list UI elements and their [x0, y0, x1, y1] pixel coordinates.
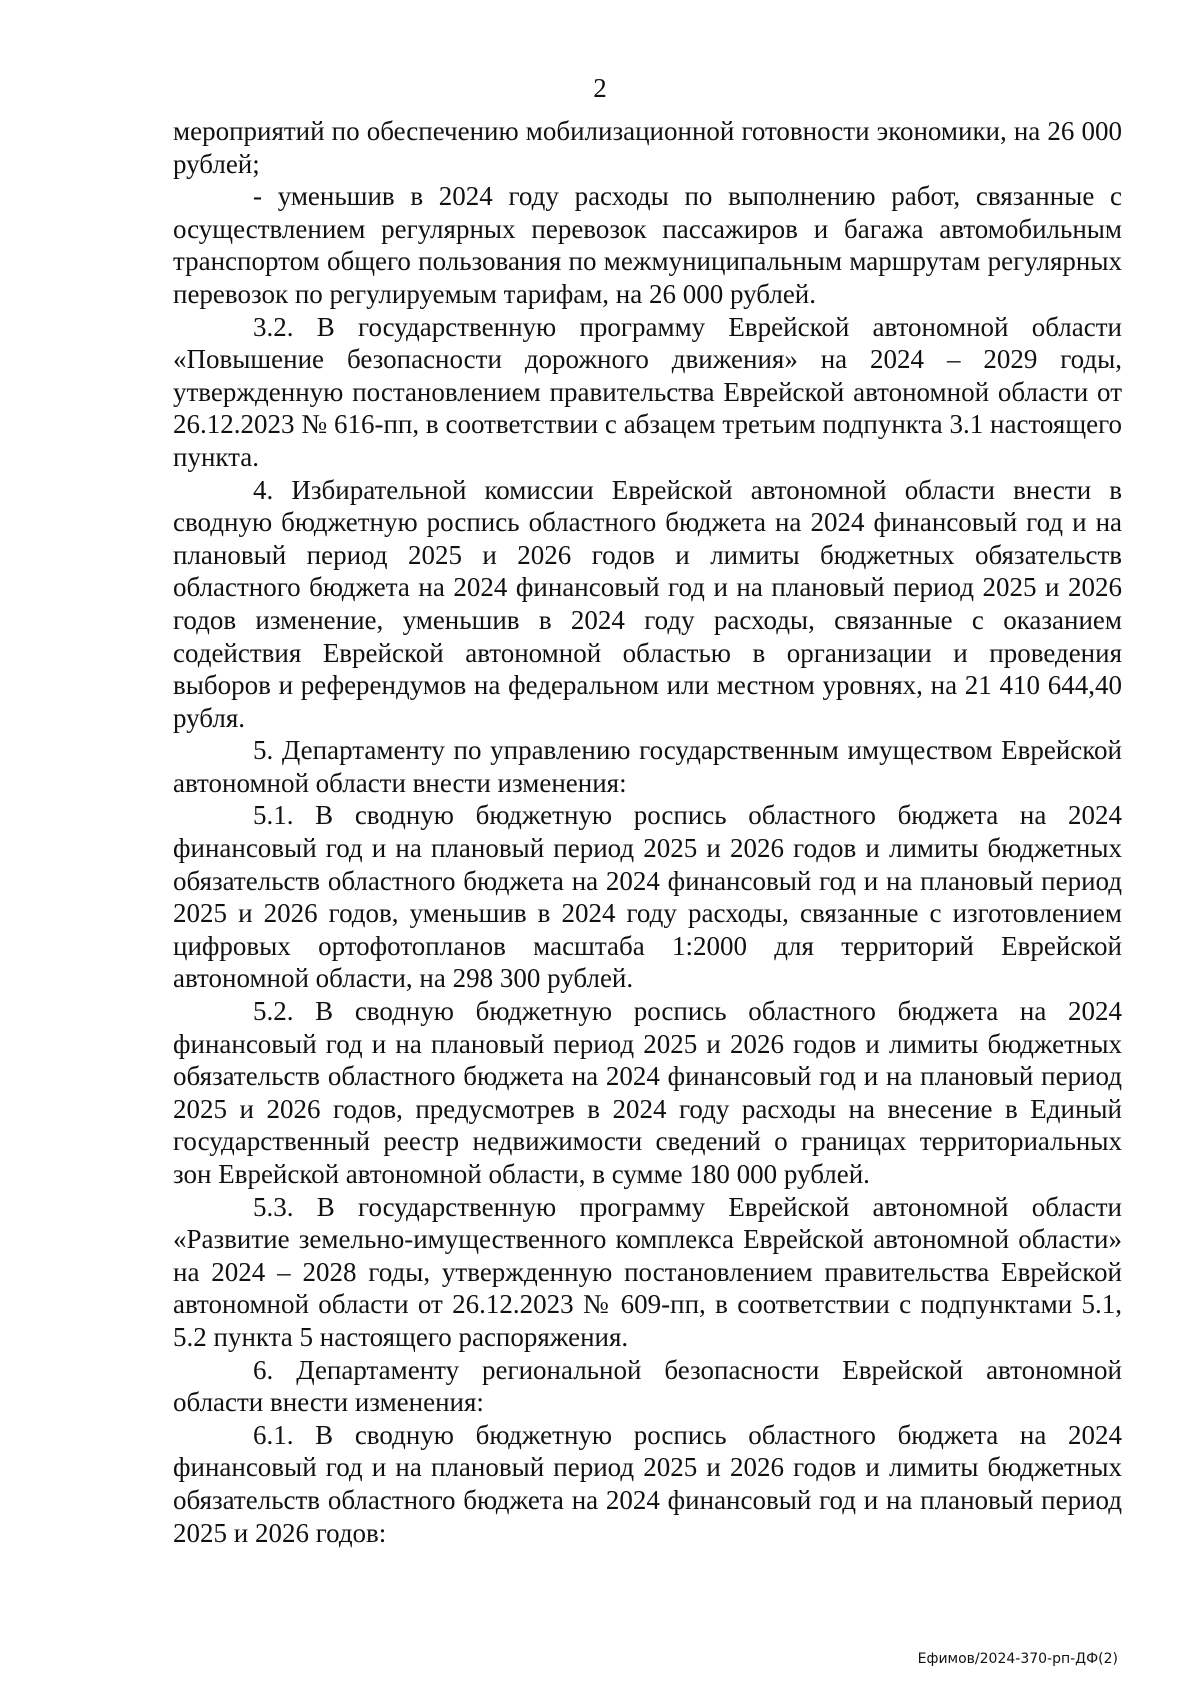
paragraph-6-1: 6.1. В сводную бюджетную роспись областного бюджета на 2024 финансовый год и на плановый период 2025 и 2026 годов и лимиты бюджетных обязательств областного бюджета на 2024 финансовый год и на плановый период 2025 и 2026 годов: [173, 1419, 1122, 1548]
paragraph-3-2: 3.2. В государственную программу Еврейской автономной области «Повышение безопасности дорожного движения» на 2024 – 2029 годы, утвержденную постановлением правительства Еврейской автономной области от 26.12.2023 № 616-пп, в соответствии с абзацем третьим подпункта 3.1 настоящего пункта. [173, 311, 1122, 472]
paragraph-4: 4. Избирательной комиссии Еврейской автономной области внести в сводную бюджетную роспись областного бюджета на 2024 финансовый год и на плановый период 2025 и 2026 годов и лимиты бюджетных обязательств областного бюджета на 2024 финансовый год и на плановый период 2025 и 2026 годов изменение, уменьшив в 2024 году расходы, связанные с оказанием содействия Еврейской автономной областью в организации и проведения выборов и референдумов на федеральном или местном уровнях, на 21 410 644,40 рубля. [173, 474, 1122, 733]
paragraph-5: 5. Департаменту по управлению государственным имуществом Еврейской автономной области внести изменения: [173, 735, 1122, 798]
paragraph-5-3: 5.3. В государственную программу Еврейской автономной области «Развитие земельно-имущественного комплекса Еврейской автономной области» на 2024 – 2028 годы, утвержденную постановлением правительства Еврейской автономной области от 26.12.2023 № 609-пп, в соответствии с подпунктами 5.1, 5.2 пункта 5 настоящего распоряжения. [173, 1191, 1122, 1352]
paragraph-6: 6. Департаменту региональной безопасности Еврейской автономной области внести изменения: [173, 1354, 1122, 1418]
document-reference-code: Ефимов/2024-370-рп-ДФ(2) [917, 1651, 1118, 1667]
paragraph-transport-expenses: - уменьшив в 2024 году расходы по выполнению работ, связанные с осуществлением регулярных перевозок пассажиров и багажа автомобильным транспортом общего пользования по межмуниципальным маршрутам регулярных перевозок по регулируемым тарифам, на 26 000 рублей. [173, 181, 1122, 309]
page-number: 2 [593, 73, 607, 103]
document-body [173, 115, 1122, 1549]
paragraph-continuation: мероприятий по обеспечению мобилизационной готовности экономики, на 26 000 рублей; [173, 116, 1122, 179]
paragraph-5-1: 5.1. В сводную бюджетную роспись областного бюджета на 2024 финансовый год и на плановый период 2025 и 2026 годов и лимиты бюджетных обязательств областного бюджета на 2024 финансовый год и на плановый период 2025 и 2026 годов, уменьшив в 2024 году расходы, связанные с изготовлением цифровых ортофотопланов масштаба 1:2000 для территорий Еврейской автономной области, на 298 300 рублей. [173, 800, 1122, 994]
paragraph-5-2: 5.2. В сводную бюджетную роспись областного бюджета на 2024 финансовый год и на плановый период 2025 и 2026 годов и лимиты бюджетных обязательств областного бюджета на 2024 финансовый год и на плановый период 2025 и 2026 годов, предусмотрев в 2024 году расходы на внесение в Единый государственный реестр недвижимости сведений о границах территориальных зон Еврейской автономной области, в сумме 180 000 рублей. [173, 996, 1122, 1189]
